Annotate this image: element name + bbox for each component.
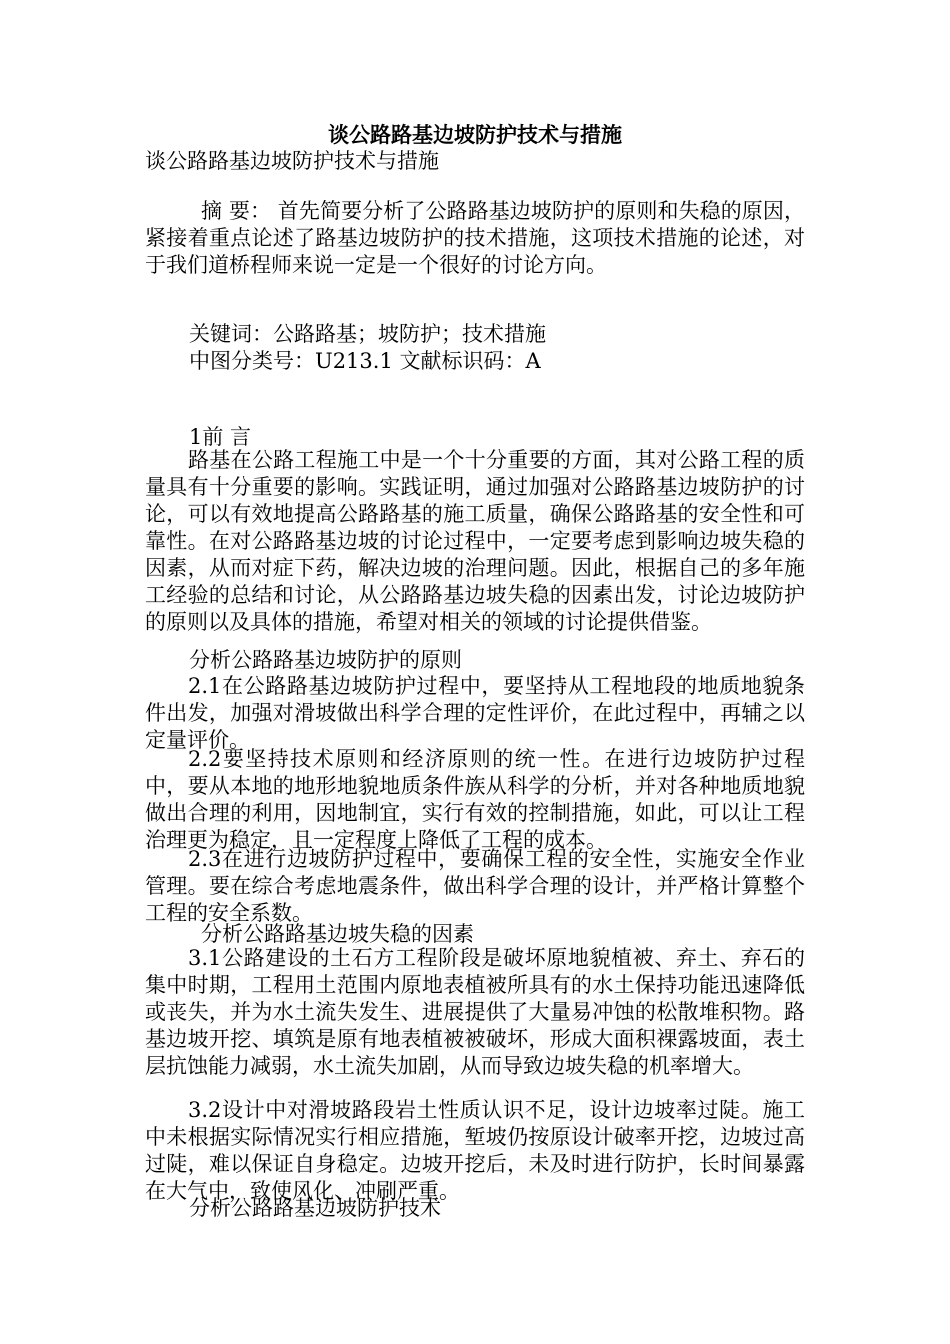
section-heading-principles: 分析公路路基边坡防护的原则 bbox=[189, 648, 462, 672]
section-heading-protection-techniques: 分析公路路基边坡防护技术 bbox=[189, 1196, 441, 1220]
keywords-line: 关键词：公路路基；坡防护；技术措施 bbox=[189, 322, 546, 346]
classification-line: 中图分类号：U213.1 文献标识码：A bbox=[189, 349, 541, 373]
section-heading-introduction: 1前 言 bbox=[189, 425, 252, 449]
paragraph-3-2: 3.2设计中对滑坡路段岩土性质认识不足，设计边坡率过陡。施工中未根据实际情况实行相应措施，堑坡仍按原设计破率开挖，边坡过高过陡，难以保证自身稳定。边坡开挖后，未及时进行防护，长时间暴露在大气中，致使风化、冲刷严重。 bbox=[145, 1098, 805, 1203]
document-title: 谈公路路基边坡防护技术与措施 bbox=[328, 122, 622, 147]
introduction-paragraph: 路基在公路工程施工中是一个十分重要的方面，其对公路工程的质量具有十分重要的影响。实践证明，通过加强对公路路基边坡防护的讨论，可以有效地提高公路路基的施工质量，确保公路路基的安全性和可靠性。在对公路路基边坡的讨论过程中，一定要考虑到影响边坡失稳的因素，从而对症下药，解决边坡的治理问题。因此，根据自己的多年施工经验的总结和讨论，从公路路基边坡失稳的因素出发，讨论边坡防护的原则以及具体的措施，希望对相关的领域的讨论提供借鉴。 bbox=[145, 448, 805, 634]
paragraph-2-2: 2.2要坚持技术原则和经济原则的统一性。在进行边坡防护过程中，要从本地的地形地貌地质条件族从科学的分析，并对各种地质地貌做出合理的利用，因地制宜，实行有效的控制措施，如此，可以让工程治理更为稳定，且一定程度上降低了工程的成本。 bbox=[145, 747, 805, 852]
paragraph-3-1: 3.1公路建设的土石方工程阶段是破坏原地貌植被、弃土、弃石的集中时期，工程用土范围内原地表植被所具有的水土保持功能迅速降低或丧失，并为水土流失发生、进展提供了大量易冲蚀的松散堆积物。路基边坡开挖、填筑是原有地表植被被破坏，形成大面积裸露坡面，表土层抗蚀能力减弱，水土流失加剧，从而导致边坡失稳的机率增大。 bbox=[145, 946, 805, 1078]
document-subtitle: 谈公路路基边坡防护技术与措施 bbox=[145, 149, 439, 173]
paragraph-2-1: 2.1在公路路基边坡防护过程中，要坚持从工程地段的地质地貌条件出发，加强对滑坡做出科学合理的定性评价，在此过程中，再辅之以定量评价。 bbox=[145, 674, 805, 752]
abstract-paragraph: 摘 要： 首先简要分析了公路路基边坡防护的原则和失稳的原因，紧接着重点论述了路基边坡防护的技术措施，这项技术措施的论述，对于我们道桥程师来说一定是一个很好的讨论方向。 bbox=[145, 199, 805, 277]
paragraph-2-3: 2.3在进行边坡防护过程中，要确保工程的安全性，实施安全作业管理。要在综合考虑地震条件，做出科学合理的设计，并严格计算整个工程的安全系数。 bbox=[145, 847, 805, 925]
section-heading-instability-factors: 分析公路路基边坡失稳的因素 bbox=[201, 922, 474, 946]
